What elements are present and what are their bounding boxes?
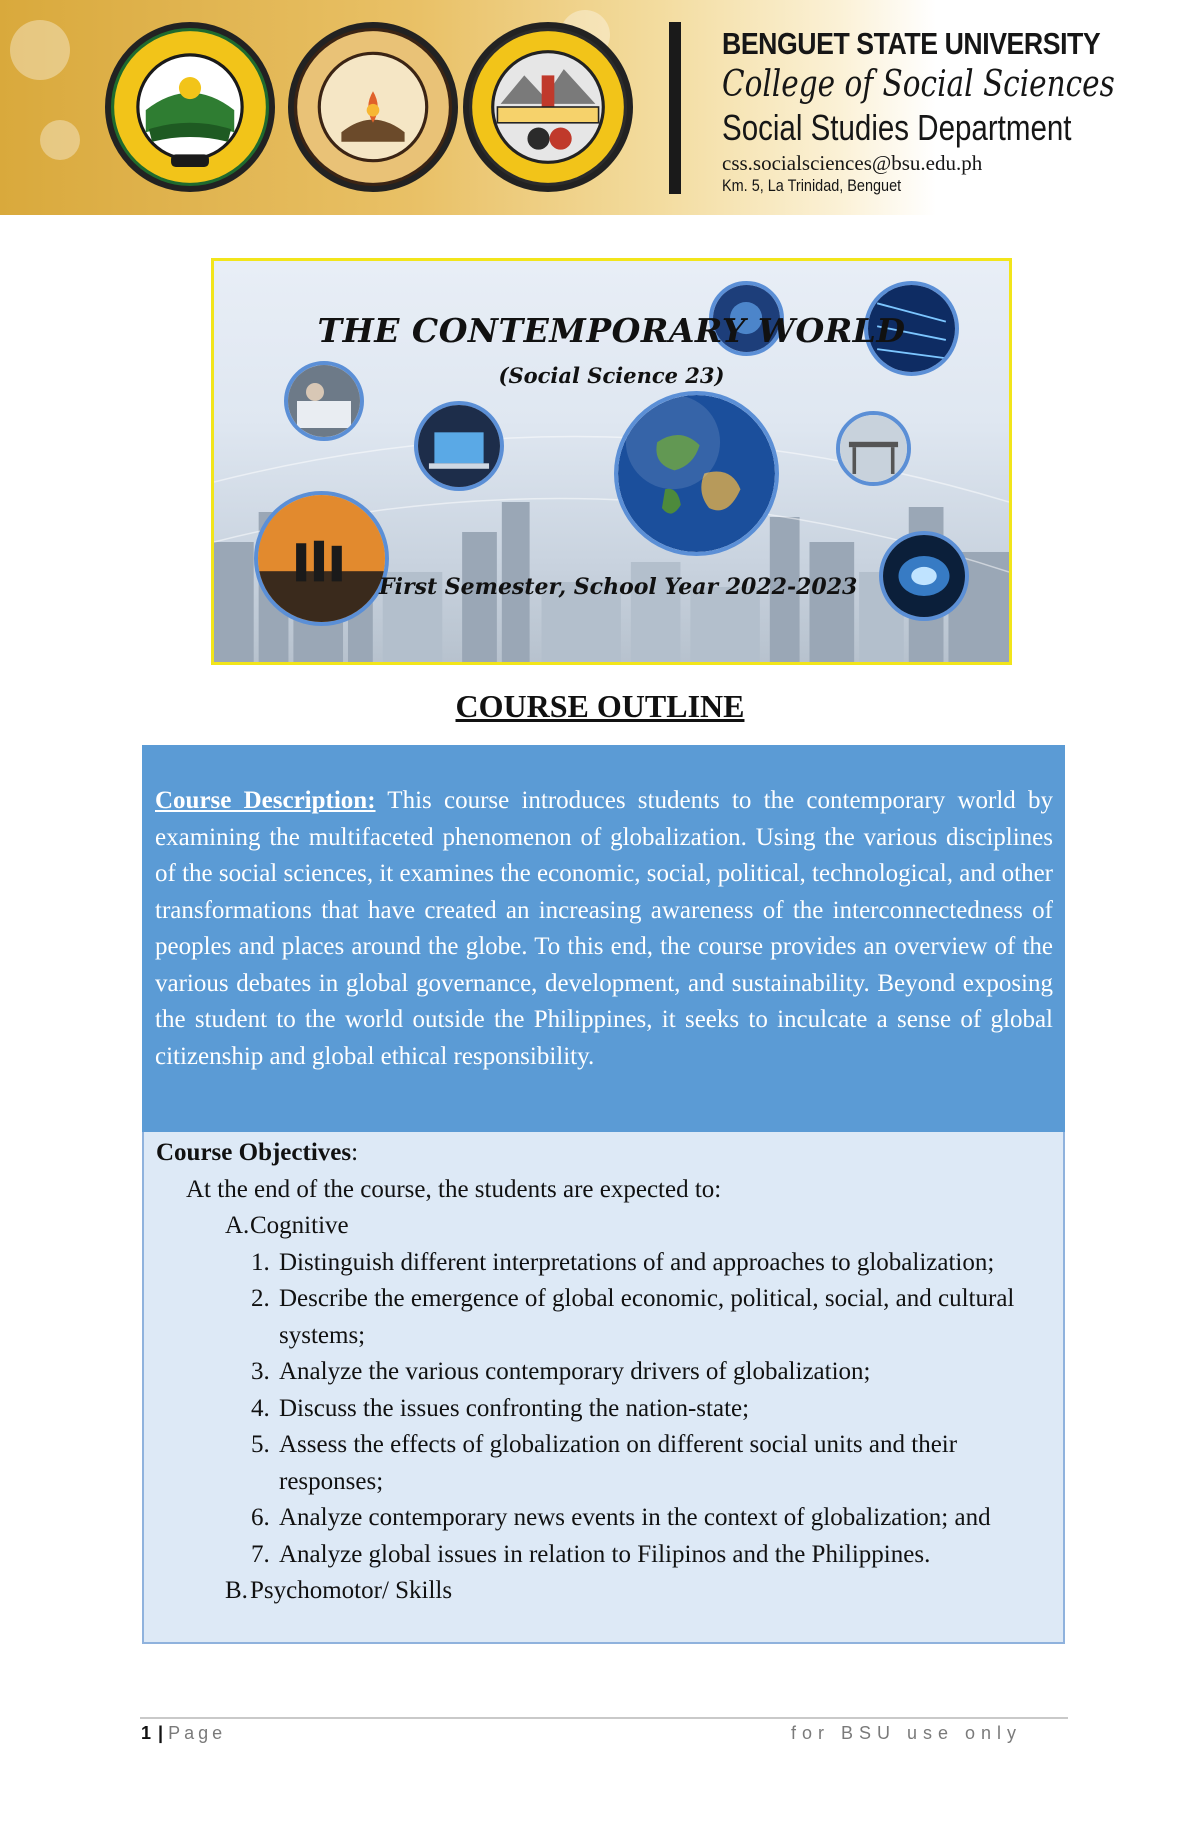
category-label: Psychomotor/ Skills [250, 1577, 453, 1604]
university-name: BENGUET STATE UNIVERSITY [722, 26, 1101, 61]
letterhead-divider [669, 22, 681, 194]
list-item [156, 1281, 1051, 1354]
item-text: Describe the emergence of global economic, political, social, and cultural systems; [279, 1285, 1015, 1349]
course-objectives-box [142, 1132, 1065, 1644]
list-item [156, 1354, 1051, 1391]
course-description [155, 783, 1053, 1075]
course-banner [211, 258, 1012, 665]
category-letter: A. [225, 1212, 250, 1239]
objectives-intro: At the end of the course, the students are expected to: [186, 1175, 722, 1203]
bokeh-dot [40, 120, 80, 160]
course-objectives-colon: : [351, 1139, 359, 1166]
bokeh-dot [10, 20, 70, 80]
footer-separator: | [158, 1723, 165, 1743]
objective-category-psychomotor [156, 1573, 1051, 1610]
page-number-footer [141, 1723, 226, 1744]
item-text: Discuss the issues confronting the nation-state; [279, 1394, 750, 1422]
category-letter: B. [225, 1577, 248, 1604]
list-item [156, 1537, 1051, 1574]
letterhead [0, 0, 1200, 215]
semester-label: First Semester, School Year 2022-2023 [379, 574, 858, 600]
item-text: Analyze the various contemporary drivers of globalization; [279, 1358, 871, 1385]
list-item [156, 1427, 1051, 1500]
course-objectives-title: Course Objectives [156, 1139, 352, 1166]
course-description-box [142, 745, 1065, 1132]
course-description-text: This course introduces students to the contemporary world by examining the multifaceted phenomenon of globalization. Using the various disciplines of the social sciences, it examines the economic, social, political, technological, and other transformations that have created an increasing awareness of the interconnectedness of peoples and places around the globe. To this end, the course provides an overview of the various debates in global governance, development, and sustainability. Beyond exposing the student to the world outside the Philippines, it seeks to inculcate a sense of global citizenship and global ethical responsibility. [155, 787, 1053, 1070]
category-label: Cognitive [250, 1212, 349, 1239]
item-text: Assess the effects of globalization on different social units and their responses; [279, 1431, 958, 1495]
page-word: Page [168, 1723, 227, 1743]
item-text: Distinguish different interpretations of and approaches to globalization; [279, 1248, 995, 1276]
css-seal-logo [288, 22, 458, 192]
list-item [156, 1245, 1051, 1282]
course-code: (Social Science 23) [498, 363, 725, 388]
item-number: 4. [251, 1394, 270, 1422]
list-item [156, 1391, 1051, 1428]
earth-globe-image [614, 391, 779, 556]
page-title: COURSE OUTLINE [455, 688, 745, 724]
laptop-photo-bubble [414, 401, 504, 491]
social-studies-seal-logo [463, 22, 633, 192]
address: Km. 5, La Trinidad, Benguet [722, 176, 902, 195]
business-people-photo-bubble [254, 491, 389, 626]
list-item [156, 1500, 1051, 1537]
course-objectives-heading [156, 1135, 1051, 1172]
footer-note: for BSU use only [790, 1723, 1022, 1743]
college-name: College of Social Sciences [722, 64, 1115, 105]
item-number: 2. [251, 1285, 270, 1312]
page-number: 1 [141, 1723, 153, 1743]
item-number: 3. [251, 1358, 270, 1385]
item-number: 7. [251, 1540, 270, 1568]
bridge-photo-bubble [836, 411, 911, 486]
bsu-seal-logo [105, 22, 275, 192]
item-number: 1. [251, 1248, 270, 1276]
course-title: THE CONTEMPORARY WORLD [317, 311, 906, 350]
brain-network-bubble [879, 531, 969, 621]
item-number: 6. [251, 1504, 270, 1531]
cognitive-objectives-list [156, 1245, 1051, 1574]
letterhead-text [722, 26, 1142, 196]
item-text: Analyze contemporary news events in the context of globalization; and [279, 1504, 991, 1531]
item-number: 5. [251, 1431, 270, 1458]
footer-divider [140, 1717, 1068, 1719]
course-description-label: Course Description: [155, 787, 376, 814]
department-name: Social Studies Department [722, 107, 1072, 148]
objective-category-cognitive [156, 1208, 1051, 1245]
contact-email[interactable]: css.socialsciences@bsu.edu.ph [722, 151, 983, 175]
item-text: Analyze global issues in relation to Filipinos and the Philippines. [279, 1540, 931, 1568]
